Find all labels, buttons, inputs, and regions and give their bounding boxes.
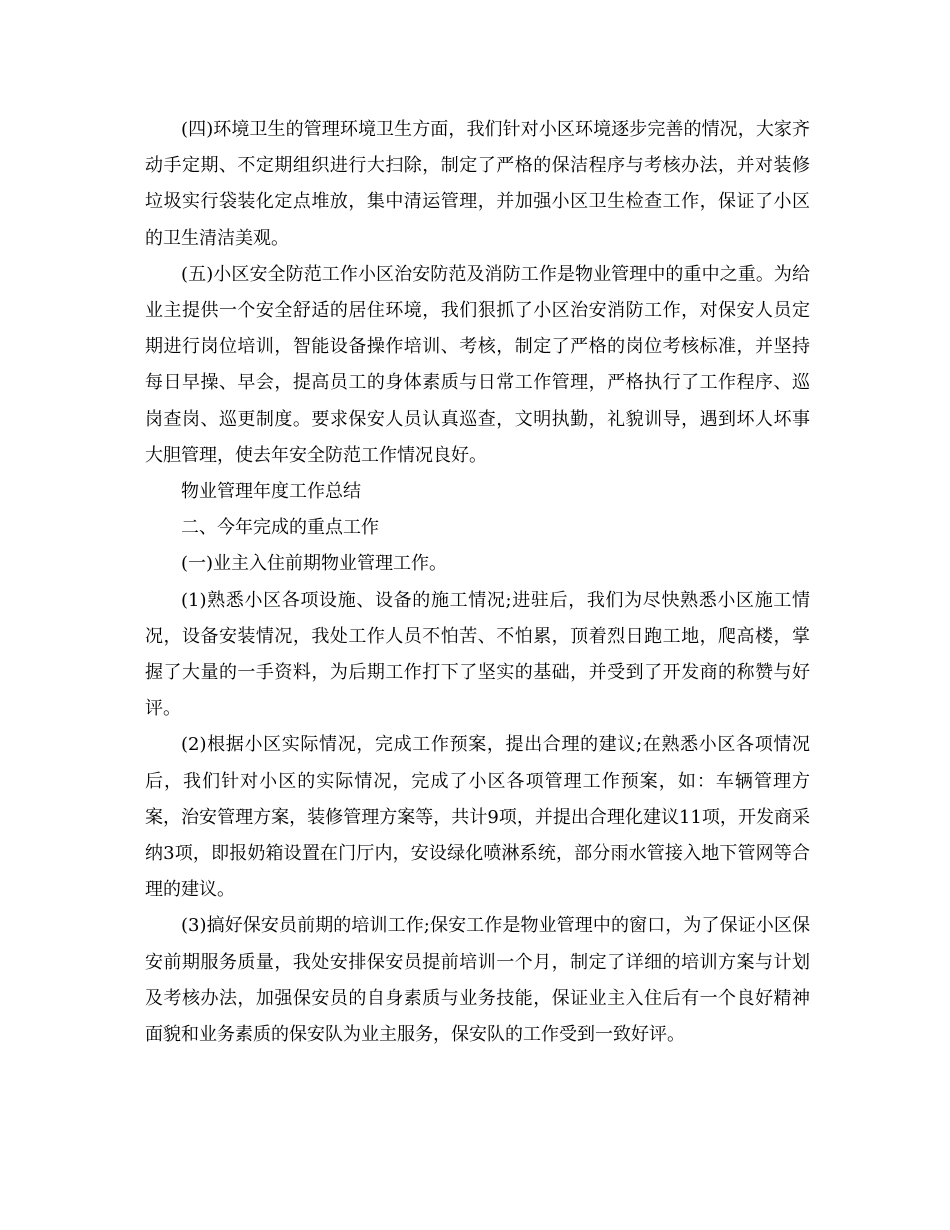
section-heading-key-work: 二、今年完成的重点工作 [181,517,379,539]
paragraph-work-plans: (2)根据小区实际情况，完成工作预案，提出合理的建议;在熟悉小区各项情况后，我们针对小区的实际情况，完成了小区各项管理工作预案，如：车辆管理方案，治安管理方案，装修管理方案等，共计9项，并提出合理化建议11项，开发商采纳3项，即报奶箱设置在门厅内，安设绿化喷淋系统，部分雨水管接入地下管网等合理的建议。 [145,734,810,901]
subheading-pre-occupancy: (一)业主入住前期物业管理工作。 [181,553,448,575]
paragraph-security-prevention: (五)小区安全防范工作小区治安防范及消防工作是物业管理中的重中之重。为给业主提供一个安全舒适的居住环境，我们狠抓了小区治安消防工作，对保安人员定期进行岗位培训，智能设备操作培训、考核，制定了严格的岗位考核标准，并坚持每日早操、早会，提高员工的身体素质与日常工作管理，严格执行了工作程序、巡岗查岗、巡更制度。要求保安人员认真巡查，文明执勤，礼貌训导，遇到坏人坏事大胆管理，使去年安全防范工作情况良好。 [145,263,810,466]
document-body [145,112,810,1053]
paragraph-security-training: (3)搞好保安员前期的培训工作;保安工作是物业管理中的窗口，为了保证小区保安前期服务质量，我处安排保安员提前培训一个月，制定了详细的培训方案与计划及考核办法，加强保安员的自身素质与业务技能，保证业主入住后有一个良好精神面貌和业务素质的保安队为业主服务，保安队的工作受到一致好评。 [145,915,810,1046]
paragraph-environment-hygiene: (四)环境卫生的管理环境卫生方面，我们针对小区环境逐步完善的情况，大家齐动手定期、不定期组织进行大扫除，制定了严格的保洁程序与考核办法，并对装修垃圾实行袋装化定点堆放，集中清运管理，并加强小区卫生检查工作，保证了小区的卫生清洁美观。 [145,119,810,249]
section-heading-annual-summary: 物业管理年度工作总结 [181,481,361,503]
paragraph-facilities-familiarization: (1)熟悉小区各项设施、设备的施工情况;进驻后，我们为尽快熟悉小区施工情况，设备安装情况，我处工作人员不怕苦、不怕累，顶着烈日跑工地，爬高楼，掌握了大量的一手资料，为后期工作打下了坚实的基础，并受到了开发商的称赞与好评。 [145,589,810,720]
